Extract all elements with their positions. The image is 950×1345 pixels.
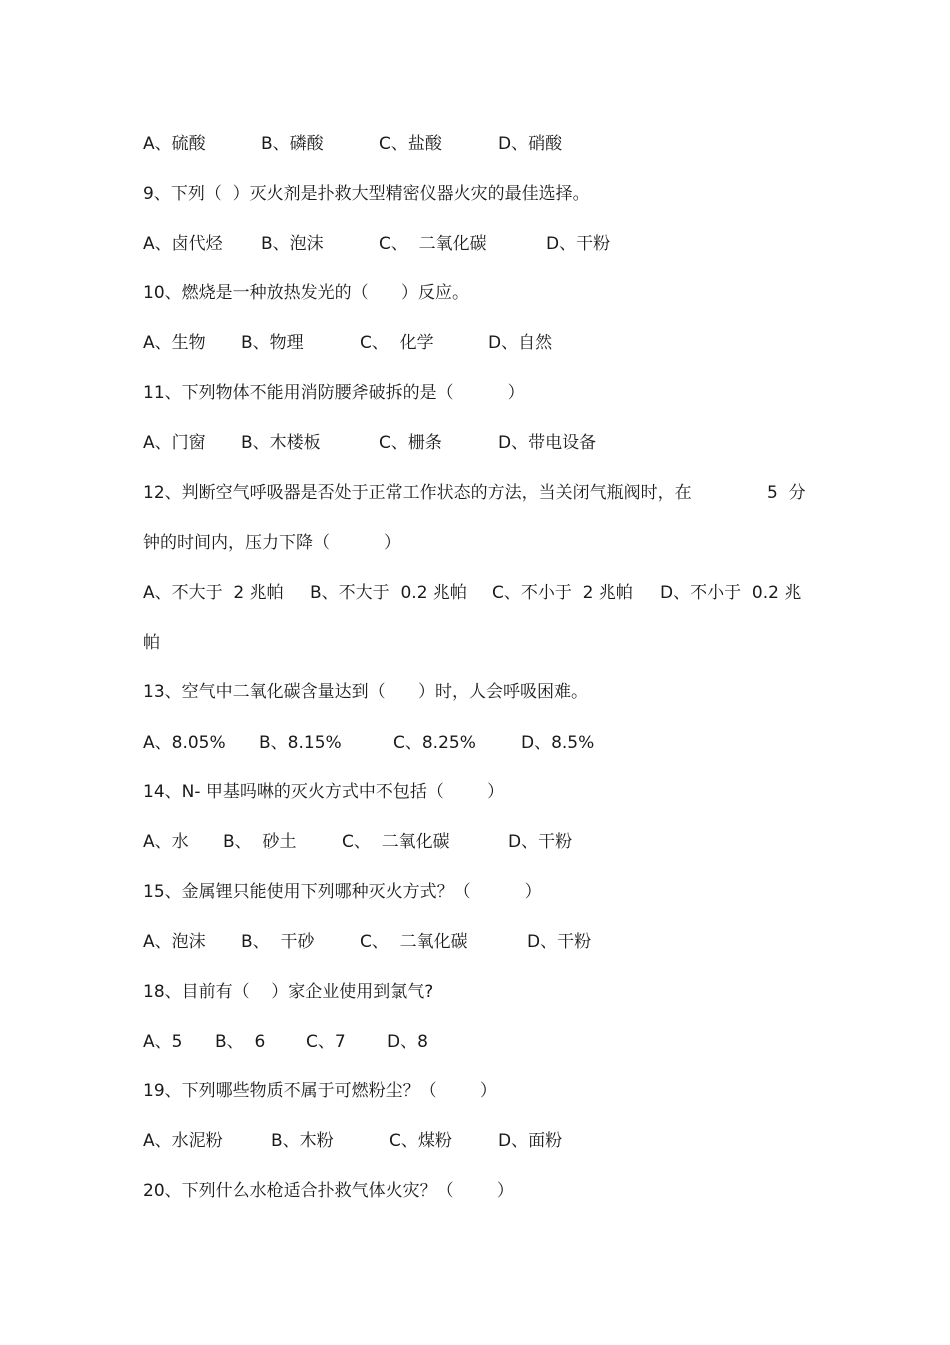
- q11-option-a: A、门窗: [143, 433, 206, 453]
- q14-stem: 14、N- 甲基吗啉的灭火方式中不包括（ ）: [143, 782, 505, 802]
- q13-option-a: A、8.05%: [143, 733, 226, 753]
- q15-stem: 15、金属锂只能使用下列哪种灭火方式？（ ）: [143, 882, 542, 902]
- q18-option-c: C、7: [306, 1032, 346, 1052]
- q11-options: [143, 432, 823, 454]
- q8-option-a: A、硫酸: [143, 134, 206, 154]
- q15-option-c: C、 二氧化碳: [360, 932, 468, 952]
- q15-option-b: B、 干砂: [241, 932, 315, 952]
- q18-option-d: D、8: [387, 1032, 428, 1052]
- q13-options: [143, 732, 823, 754]
- q12-options-wrap: 帕: [143, 633, 160, 653]
- q15-option-d: D、干粉: [527, 932, 592, 952]
- q13-option-d: D、8.5%: [521, 733, 595, 753]
- q13-option-c: C、8.25%: [393, 733, 476, 753]
- q9-option-d: D、干粉: [546, 234, 611, 254]
- q19-stem: 19、下列哪些物质不属于可燃粉尘？（ ）: [143, 1081, 497, 1101]
- q14-options: [143, 831, 823, 853]
- q18-option-b: B、 6: [215, 1032, 266, 1052]
- q19-option-d: D、面粉: [498, 1131, 563, 1151]
- q9-option-a: A、卤代烃: [143, 234, 223, 254]
- q18-stem: 18、目前有（ ）家企业使用到氯气?: [143, 982, 434, 1002]
- q12-stem-tail: 5 分: [767, 483, 806, 503]
- q11-option-c: C、栅条: [379, 433, 442, 453]
- q8-option-c: C、盐酸: [379, 134, 442, 154]
- q18-options: [143, 1031, 823, 1053]
- q10-option-b: B、物理: [241, 333, 304, 353]
- q10-option-a: A、生物: [143, 333, 206, 353]
- q12-option-d: D、不小于 0.2 兆: [660, 583, 802, 603]
- q10-stem: 10、燃烧是一种放热发光的（ ）反应。: [143, 283, 470, 303]
- q11-option-d: D、带电设备: [498, 433, 597, 453]
- q20-stem: 20、下列什么水枪适合扑救气体火灾？（ ）: [143, 1181, 514, 1201]
- q12-option-c: C、不小于 2 兆帕: [492, 583, 633, 603]
- q13-stem: 13、空气中二氧化碳含量达到（ ）时，人会呼吸困难。: [143, 682, 589, 702]
- q18-option-a: A、5: [143, 1032, 183, 1052]
- q15-option-a: A、泡沫: [143, 932, 206, 952]
- q8-option-d: D、硝酸: [498, 134, 563, 154]
- q14-option-b: B、 砂土: [223, 832, 297, 852]
- q9-option-c: C、 二氧化碳: [379, 234, 487, 254]
- q9-options: [143, 233, 823, 255]
- q12-stem-text: 12、判断空气呼吸器是否处于正常工作状态的方法，当关闭气瓶阀时，在: [143, 483, 692, 503]
- q10-option-c: C、 化学: [360, 333, 434, 353]
- q12-stem-line1: [143, 482, 823, 504]
- q12-option-b: B、不大于 0.2 兆帕: [310, 583, 467, 603]
- q10-option-d: D、自然: [488, 333, 553, 353]
- q12-option-a: A、不大于 2 兆帕: [143, 583, 284, 603]
- q8-option-b: B、磷酸: [261, 134, 324, 154]
- q19-option-a: A、水泥粉: [143, 1131, 223, 1151]
- q9-option-b: B、泡沫: [261, 234, 324, 254]
- q10-options: [143, 332, 823, 354]
- q14-option-c: C、 二氧化碳: [342, 832, 450, 852]
- q11-stem: 11、下列物体不能用消防腰斧破拆的是（ ）: [143, 383, 525, 403]
- q14-option-a: A、水: [143, 832, 189, 852]
- q13-option-b: B、8.15%: [259, 733, 342, 753]
- q14-option-d: D、干粉: [508, 832, 573, 852]
- q19-option-b: B、木粉: [271, 1131, 334, 1151]
- q19-options: [143, 1130, 823, 1152]
- q15-options: [143, 931, 823, 953]
- q9-stem: 9、下列（ ）灭火剂是扑救大型精密仪器火灾的最佳选择。: [143, 184, 590, 204]
- q11-option-b: B、木楼板: [241, 433, 321, 453]
- q8-options: [143, 133, 823, 155]
- q12-options: [143, 582, 823, 604]
- q19-option-c: C、煤粉: [389, 1131, 452, 1151]
- q12-stem-line2: 钟的时间内，压力下降（ ）: [143, 533, 402, 553]
